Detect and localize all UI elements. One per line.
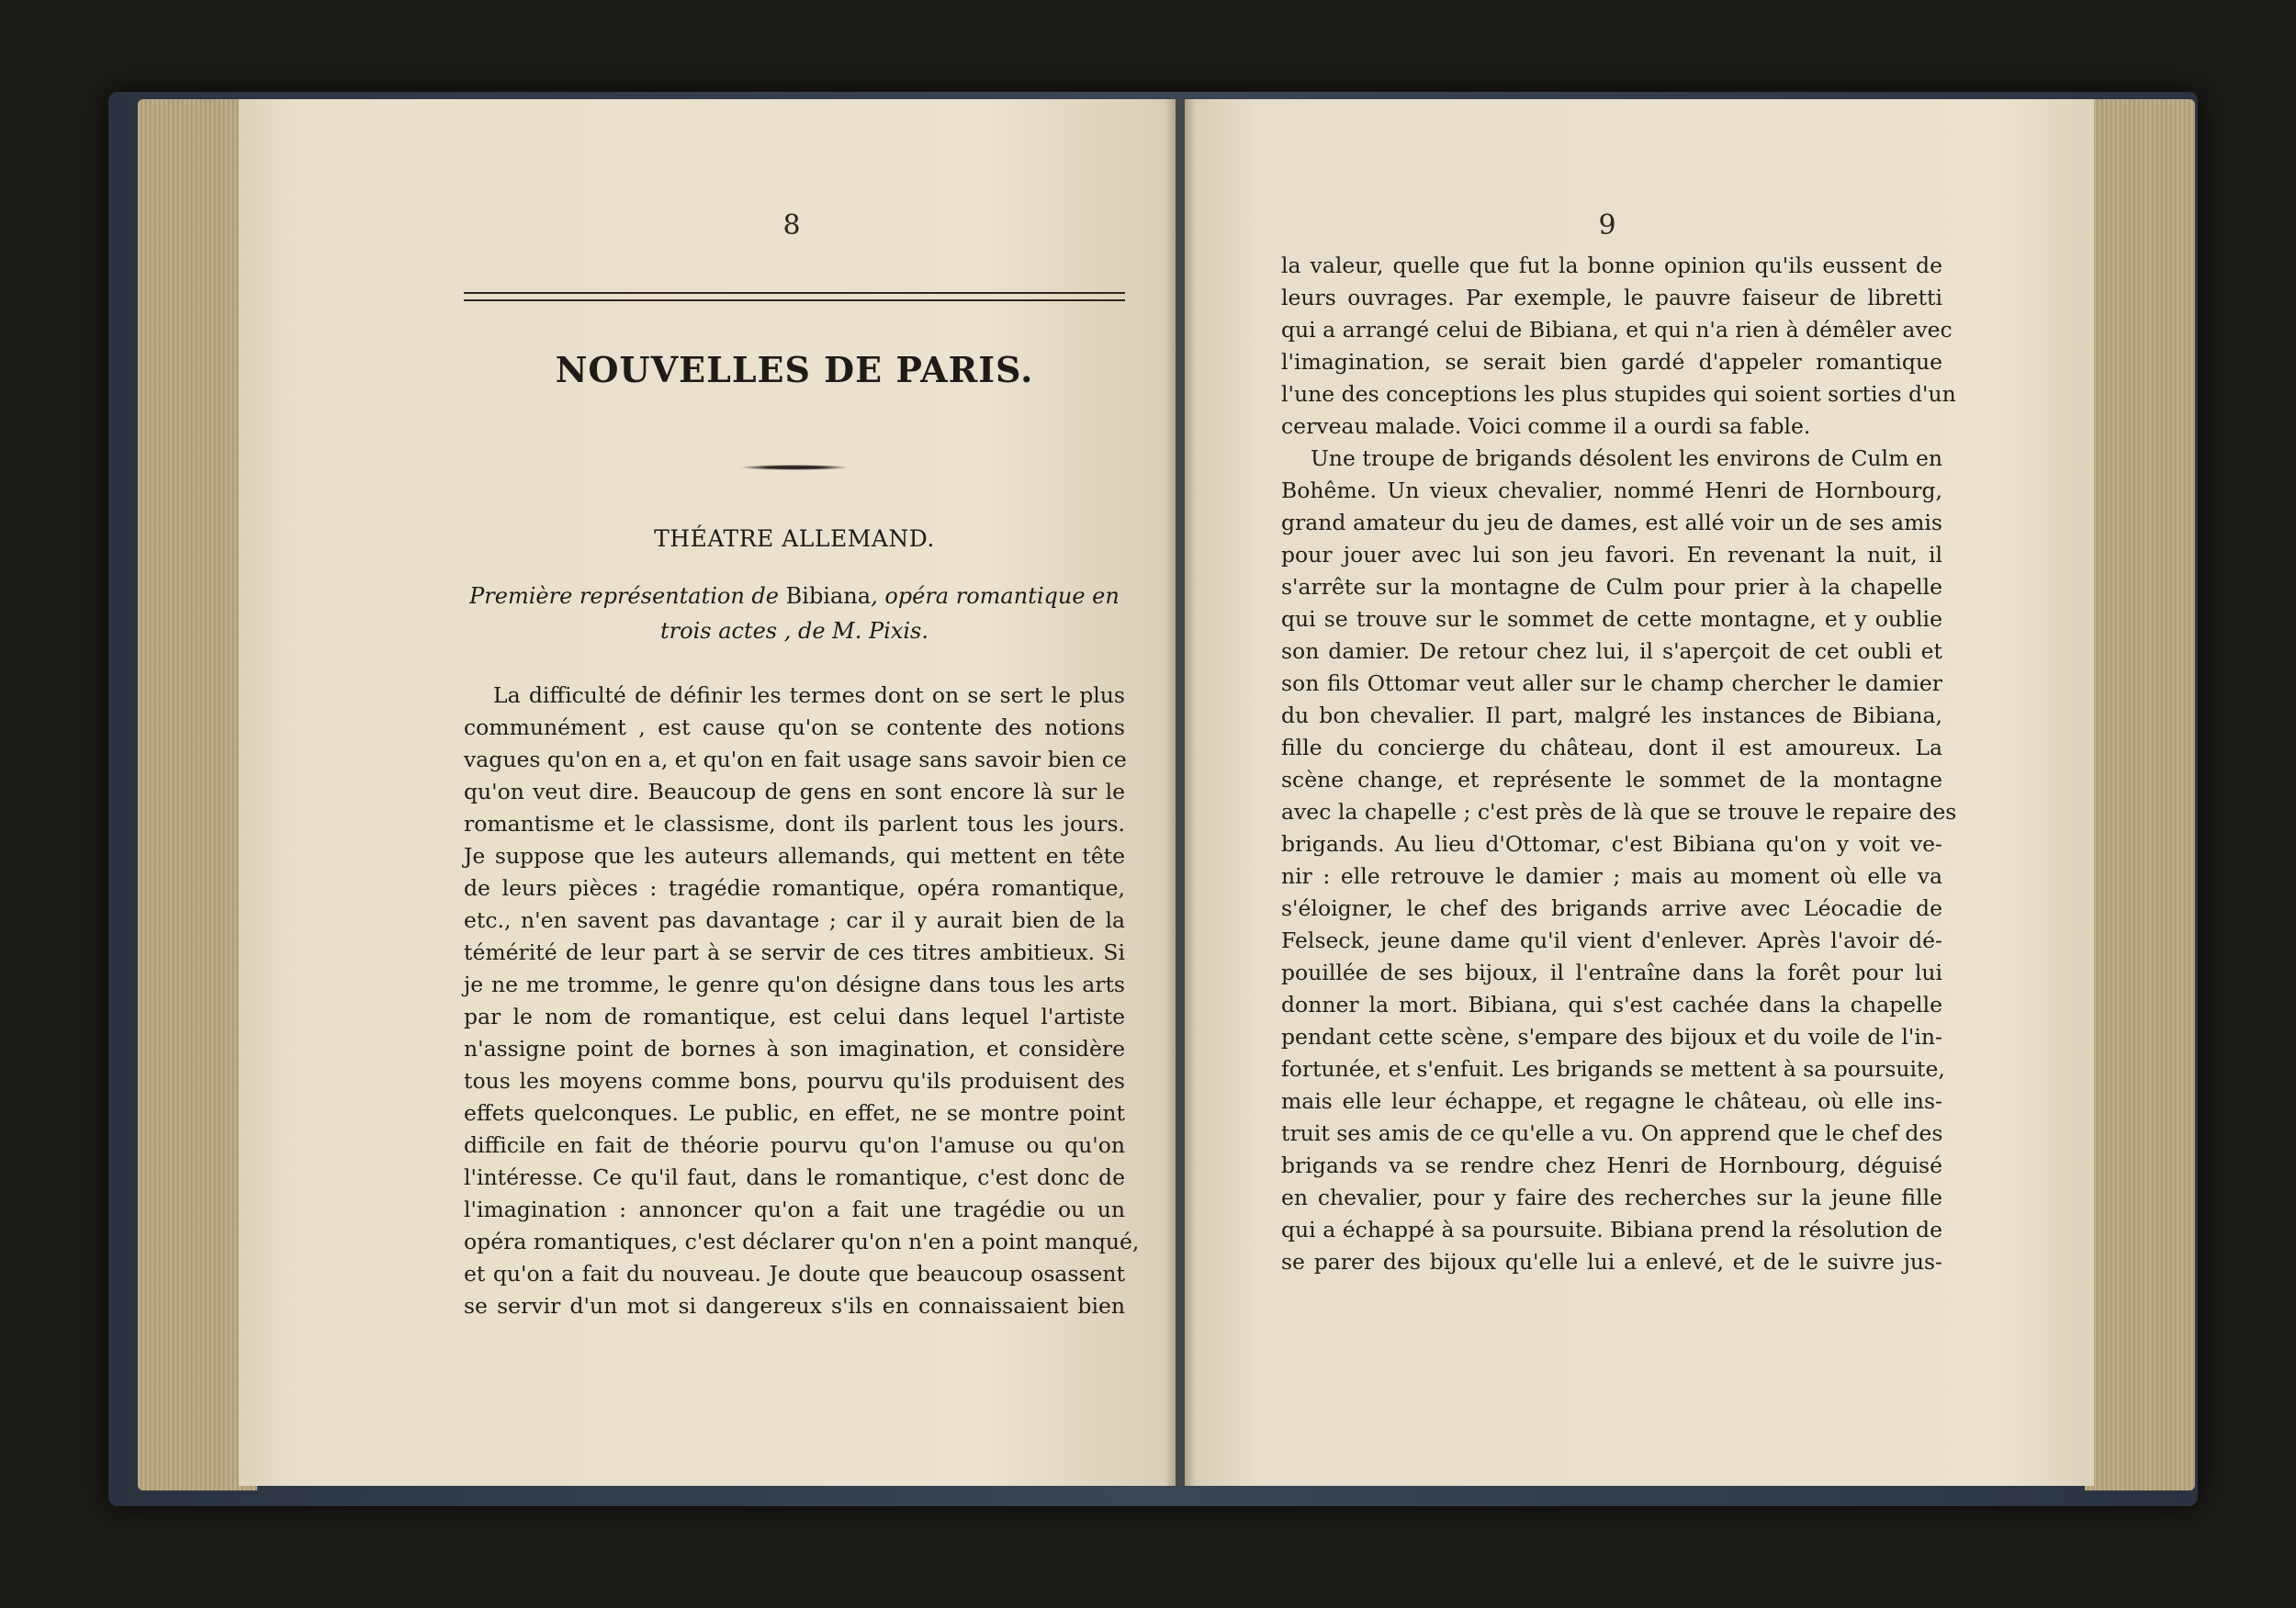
text-line: par le nom de romantique, est celui dans lequel l'artiste: [464, 1004, 1125, 1029]
text-line: de leurs pièces : tragédie romantique, opéra romantique,: [464, 875, 1125, 901]
left-body-text: [464, 680, 1140, 1322]
text-line: donner la mort. Bibiana, qui s'est cachée dans la chapelle: [1281, 992, 1942, 1018]
text-line: et qu'on a fait du nouveau. Je doute que beaucoup osassent: [464, 1261, 1125, 1287]
text-line: l'intéresse. Ce qu'il faut, dans le romantique, c'est donc de: [464, 1164, 1125, 1190]
text-line: grand amateur du jeu de dames, est allé voir un de ses amis: [1281, 510, 1942, 535]
text-line: la valeur, quelle que fut la bonne opinion qu'ils eussent de: [1281, 253, 1942, 278]
text-line: se parer des bijoux qu'elle lui a enlevé, et de le suivre jus-: [1281, 1249, 1942, 1275]
text-line: son damier. De retour chez lui, il s'aperçoit de cet oubli et: [1281, 638, 1942, 664]
text-line: scène change, et représente le sommet de la montagne: [1281, 767, 1942, 793]
text-line: brigands va se rendre chez Henri de Hornbourg, déguisé: [1281, 1153, 1942, 1178]
text-line: Je suppose que les auteurs allemands, qui mettent en tête: [464, 843, 1125, 869]
text-line: en chevalier, pour y faire des recherches sur la jeune fille: [1281, 1185, 1942, 1210]
text-line: difficile en fait de théorie pourvu qu'on l'amuse ou qu'on: [464, 1132, 1125, 1158]
book-gutter: [1165, 99, 1196, 1486]
header-title: NOUVELLES DE PARIS.: [555, 349, 1034, 390]
text-line: l'imagination, se serait bien gardé d'appeler romantique: [1281, 349, 1942, 375]
text-line: tous les moyens comme bons, pourvu qu'ils produisent des: [464, 1068, 1125, 1094]
text-line: n'assigne point de bornes à son imagination, et considère: [464, 1036, 1125, 1062]
text-line: qu'on veut dire. Beaucoup de gens en sont encore là sur le: [464, 779, 1125, 804]
text-line: Bohême. Un vieux chevalier, nommé Henri de Hornbourg,: [1281, 478, 1942, 503]
text-line: du bon chevalier. Il part, malgré les instances de Bibiana,: [1281, 703, 1942, 728]
text-line: témérité de leur part à se servir de ces titres ambitieux. Si: [464, 939, 1125, 965]
page-edges-right: [2085, 99, 2195, 1490]
subtitle-part-c: , opéra romantique en: [871, 583, 1120, 609]
text-line: etc., n'en savent pas davantage ; car il y aurait bien de la: [464, 907, 1125, 933]
text-line: communément , est cause qu'on se contente des notions: [464, 714, 1125, 740]
text-line: s'éloigner, le chef des brigands arrive avec Léocadie de: [1281, 895, 1942, 921]
text-line: vagues qu'on en a, et qu'on en fait usage sans savoir bien ce: [464, 747, 1127, 772]
text-line: mais elle leur échappe, et regagne le château, où elle ins-: [1281, 1088, 1942, 1114]
text-line: avec la chapelle ; c'est près de là que se trouve le repaire des: [1281, 799, 1957, 825]
subtitle-line-2: trois actes , de M. Pixis.: [660, 618, 929, 644]
subtitle-part-a: Première représentation de: [469, 583, 786, 609]
text-line: s'arrête sur la montagne de Culm pour prier à la chapelle: [1281, 574, 1942, 600]
text-line: pour jouer avec lui son jeu favori. En revenant la nuit, il: [1281, 542, 1942, 568]
text-line: se servir d'un mot si dangereux s'ils en connaissaient bien: [464, 1293, 1125, 1319]
text-line: l'imagination : annoncer qu'on a fait une tragédie ou un: [464, 1197, 1125, 1222]
text-line: qui a échappé à sa poursuite. Bibiana prend la résolution de: [1281, 1217, 1942, 1243]
text-line: qui se trouve sur le sommet de cette montagne, et y oublie: [1281, 606, 1942, 632]
subtitle: [464, 579, 1125, 648]
section-title: THÉATRE ALLEMAND.: [654, 525, 935, 552]
subtitle-line-1: [464, 579, 1125, 613]
text-line: qui a arrangé celui de Bibiana, et qui n'a rien à démêler avec: [1281, 317, 1953, 343]
text-line: brigands. Au lieu d'Ottomar, c'est Bibiana qu'on y voit ve-: [1281, 831, 1942, 857]
ornament-divider: [739, 465, 850, 470]
text-line: truit ses amis de ce qu'elle a vu. On apprend que le chef des: [1281, 1120, 1943, 1146]
text-line: je ne me tromme, le genre qu'on désigne dans tous les arts: [464, 972, 1125, 997]
text-line: l'une des conceptions les plus stupides qui soient sorties d'un: [1281, 381, 1956, 407]
subtitle-part-b: Bibiana: [785, 583, 872, 609]
page-number-left: 8: [782, 209, 801, 242]
text-line: Une troupe de brigands désolent les environs de Culm en: [1311, 445, 1942, 471]
text-line: pendant cette scène, s'empare des bijoux et du voile de l'in-: [1281, 1024, 1942, 1050]
text-line: fille du concierge du château, dont il est amoureux. La: [1281, 735, 1942, 760]
text-line: nir : elle retrouve le damier ; mais au moment où elle va: [1281, 863, 1942, 889]
text-line: son fils Ottomar veut aller sur le champ chercher le damier: [1281, 670, 1942, 696]
text-line: romantisme et le classisme, dont ils parlent tous les jours.: [464, 811, 1125, 837]
right-body-text: [1281, 250, 1957, 1278]
header-rule: [464, 292, 1125, 301]
page-number-right: 9: [1598, 209, 1616, 242]
text-line: effets quelconques. Le public, en effet, ne se montre point: [464, 1100, 1125, 1126]
text-line: Felseck, jeune dame qu'il vient d'enlever. Après l'avoir dé-: [1281, 928, 1942, 953]
text-line: opéra romantiques, c'est déclarer qu'on n'en a point manqué,: [464, 1229, 1140, 1254]
text-line: leurs ouvrages. Par exemple, le pauvre faiseur de libretti: [1281, 285, 1942, 310]
text-line: La difficulté de définir les termes dont on se sert le plus: [493, 682, 1125, 708]
text-line: pouillée de ses bijoux, il l'entraîne dans la forêt pour lui: [1281, 960, 1942, 985]
text-line: fortunée, et s'enfuit. Les brigands se mettent à sa poursuite,: [1281, 1056, 1945, 1082]
text-line: cerveau malade. Voici comme il a ourdi sa fable.: [1281, 413, 1811, 439]
